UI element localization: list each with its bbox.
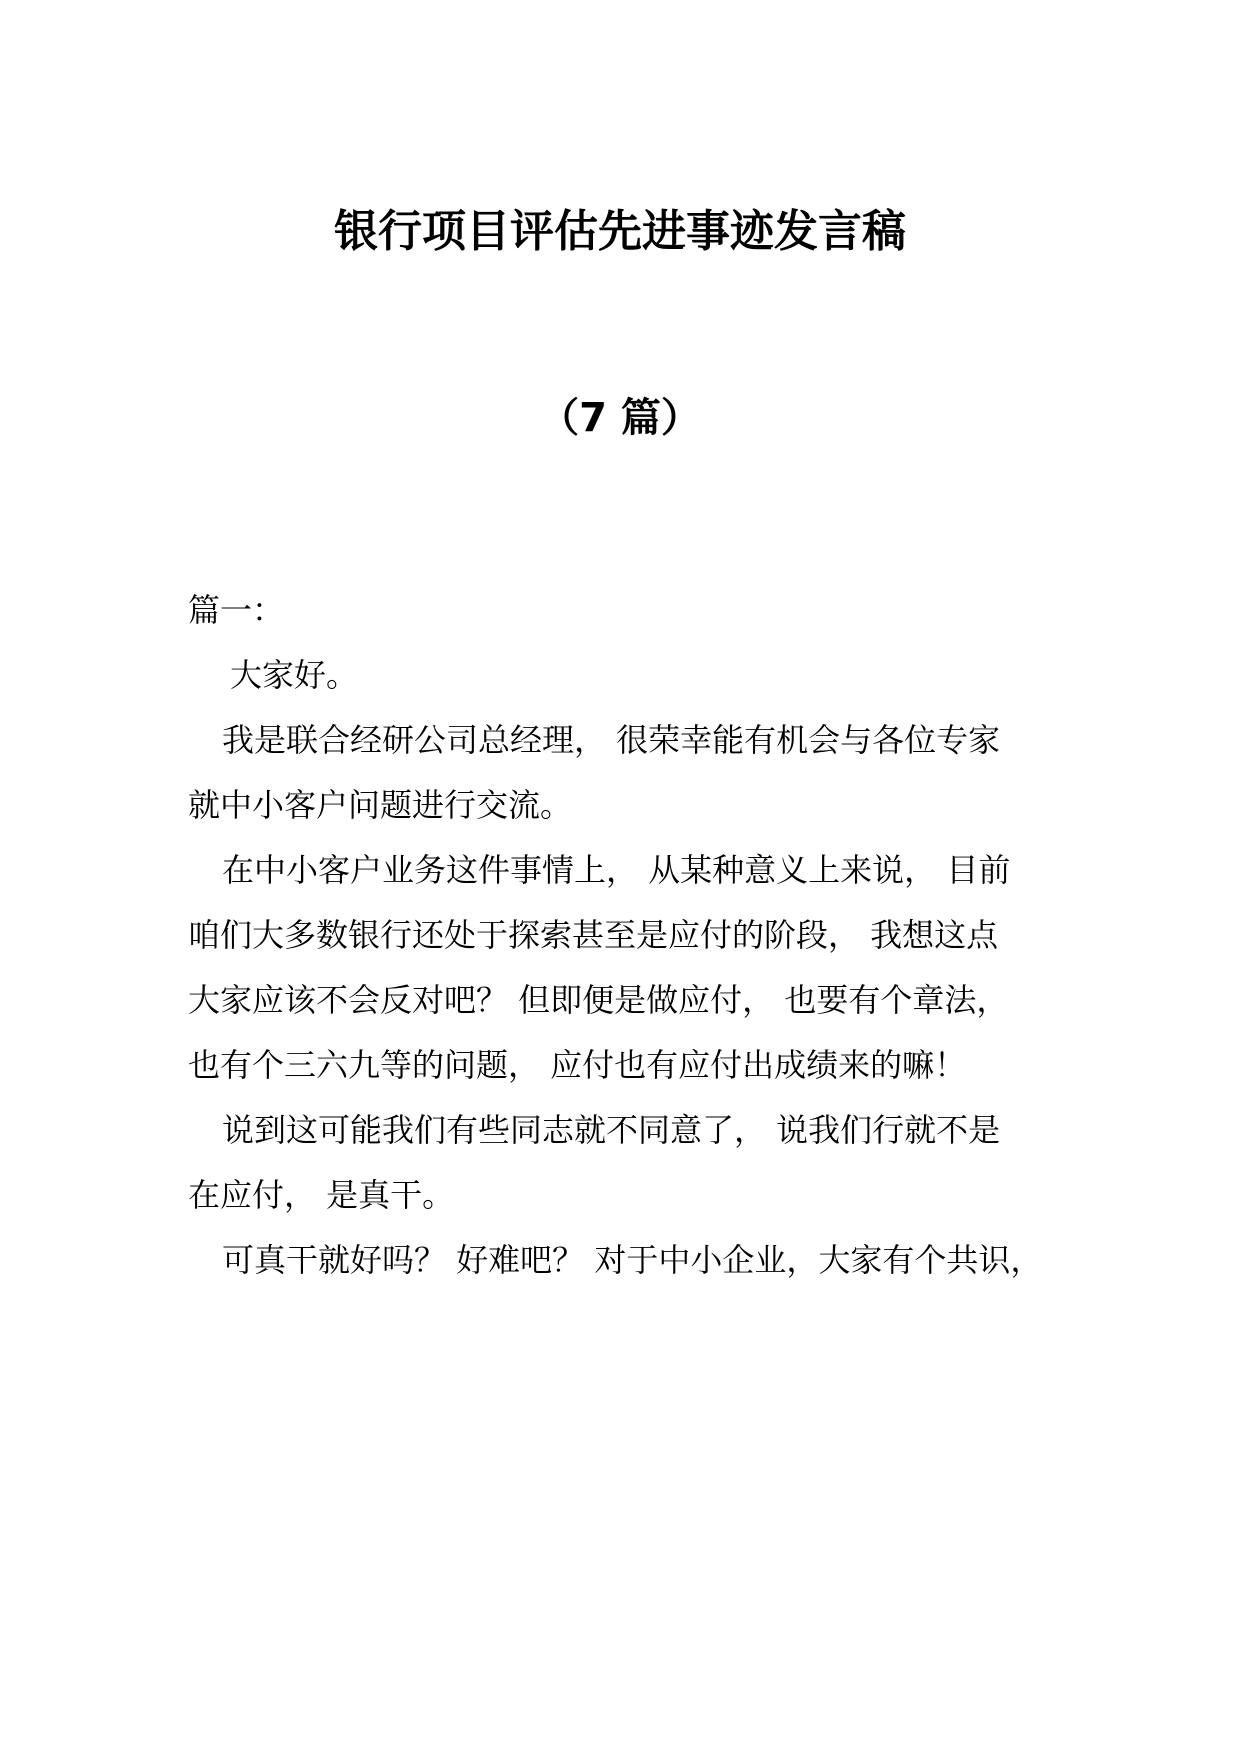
body-line: 大家应该不会反对吧？ 但即便是做应付， 也要有个章法， <box>188 981 1009 1019</box>
body-line: 可真干就好吗？ 好难吧？ 对于中小企业，大家有个共识， <box>222 1241 1043 1279</box>
body-line: 在中小客户业务这件事情上， 从某种意义上来说， 目前 <box>222 851 1011 889</box>
body-line: 说到这可能我们有些同志就不同意了， 说我们行就不是 <box>222 1111 1001 1149</box>
document-body <box>188 578 1068 1293</box>
body-line: 在应付， 是真干。 <box>188 1176 455 1214</box>
document-title: 银行项目评估先进事迹发言稿 <box>334 206 906 257</box>
section-heading: 篇一： <box>188 591 285 629</box>
body-line: 大家好。 <box>230 656 359 694</box>
document-subtitle: （7 篇） <box>539 395 701 441</box>
body-line: 也有个三六九等的问题， 应付也有应付出成绩来的嘛！ <box>188 1046 967 1084</box>
body-line: 就中小客户问题进行交流。 <box>188 786 573 824</box>
body-line: 咱们大多数银行还处于探索甚至是应付的阶段， 我想这点 <box>188 916 999 954</box>
body-line: 我是联合经研公司总经理， 很荣幸能有机会与各位专家 <box>222 721 1001 759</box>
